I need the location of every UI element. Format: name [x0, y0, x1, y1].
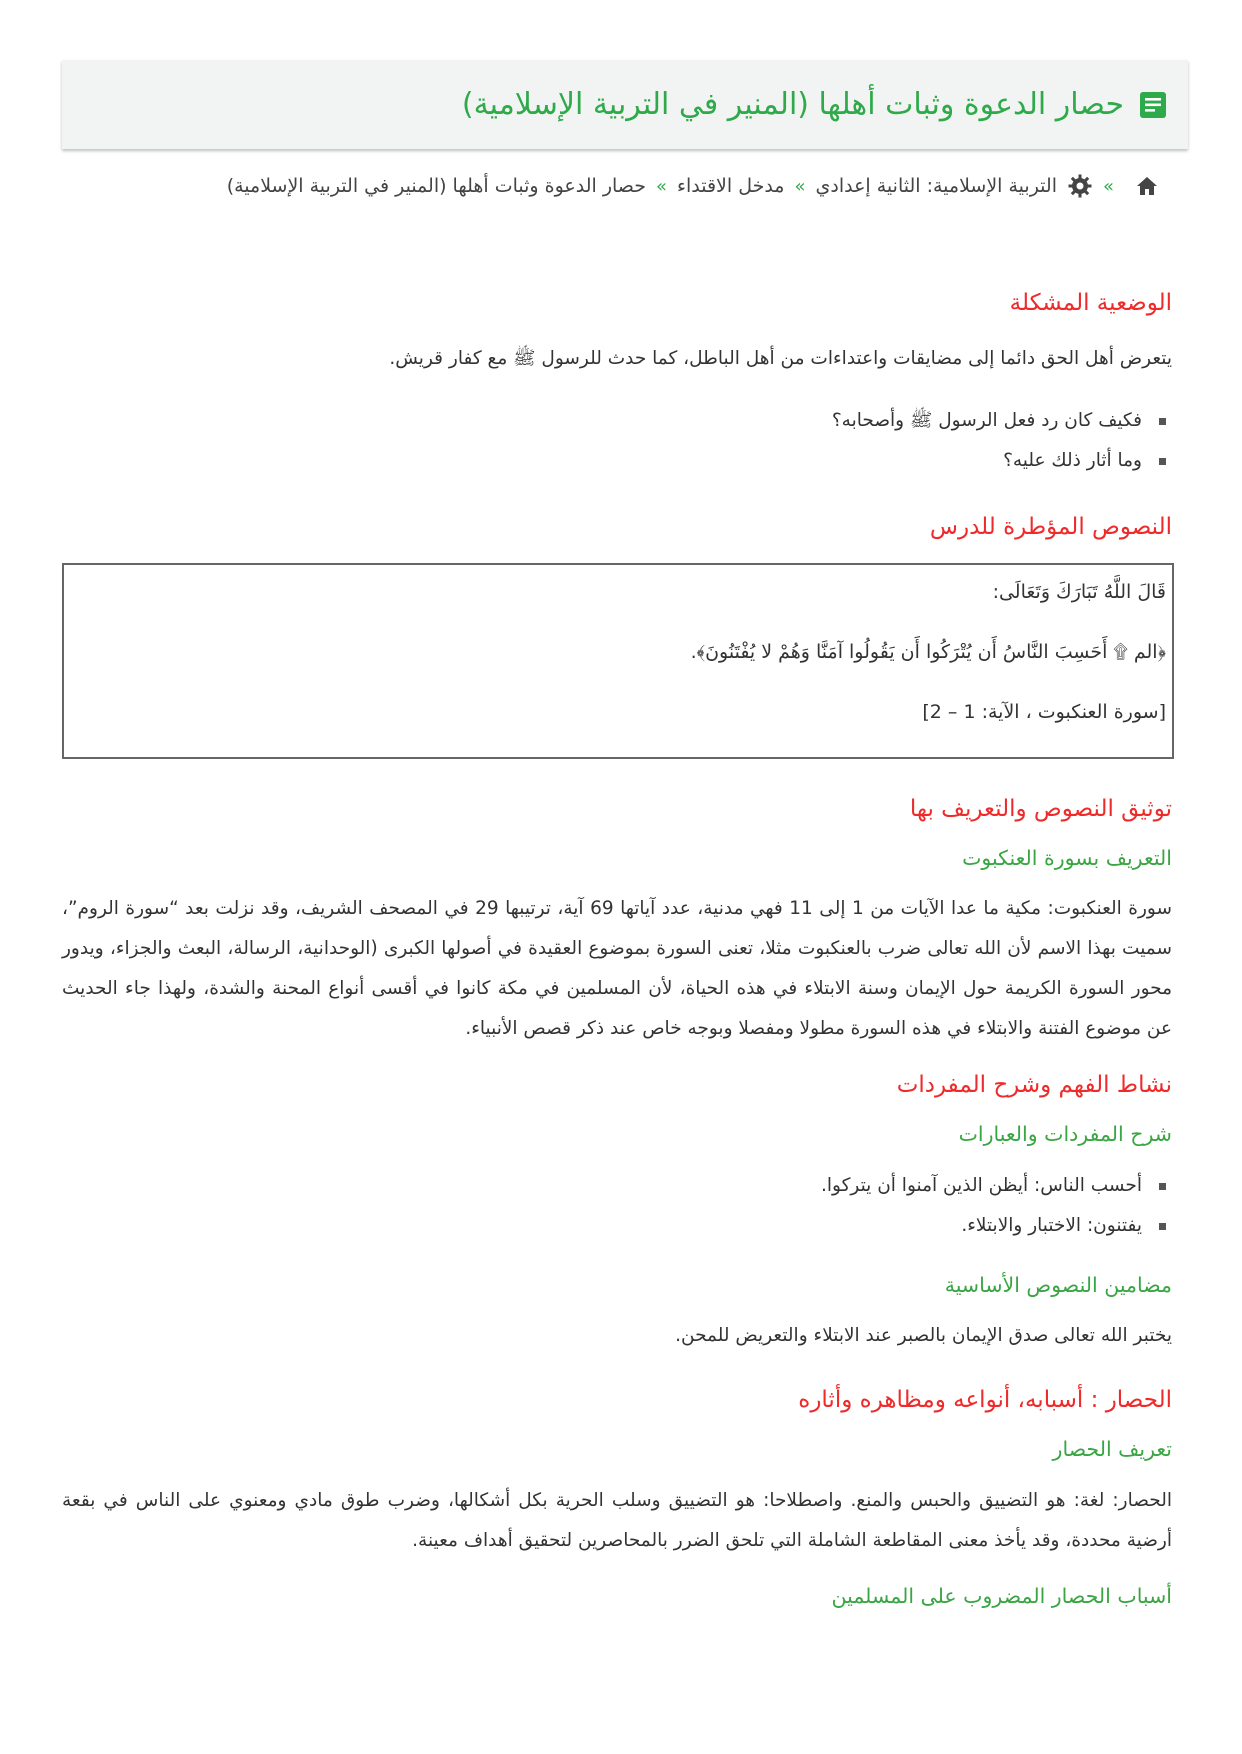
subheading-vocabulary: شرح المفردات والعبارات: [958, 1122, 1172, 1147]
contents-text: يختبر الله تعالى صدق الإيمان بالصبر عند الابتلاء والتعريض للمحن.: [675, 1325, 1172, 1347]
list-item: أحسب الناس: أيظن الذين آمنوا أن يتركوا.: [62, 1166, 1172, 1206]
quran-verse: ﴿الم ۩ أَحَسِبَ النَّاسُ أَن يُتْرَكُوا أَن يَقُولُوا آمَنَّا وَهُمْ لا يُفْتَنُونَ﴾.: [690, 640, 1166, 663]
breadcrumb-item-current: حصار الدعوة وثبات أهلها (المنير في التربية الإسلامية): [226, 175, 647, 197]
quran-intro: قَالَ اللَّهُ تَبَارَكَ وَتَعَالَى:: [992, 580, 1166, 603]
title-bar: [62, 60, 1188, 149]
section-heading-siege: الحصار : أسبابه، أنواعه ومظاهره وأثاره: [798, 1387, 1172, 1414]
siege-definition-text: الحصار: لغة: هو التضييق والحبس والمنع. واصطلاحا: هو التضييق وسلب الحرية بكل أشكالها، وضرب طوق مادي ومعنوي على الناس في بقعة أرضية محددة، وقد يأخذ معنى المقاطعة الشاملة التي تلحق الضرر بالمحاصرين لتحقيق أهداف معينة.: [62, 1490, 1172, 1552]
section-heading-documentation: توثيق النصوص والتعريف بها: [909, 795, 1172, 822]
problem-questions: [62, 401, 1172, 481]
breadcrumb-separator: »: [794, 175, 806, 197]
section-heading-texts: النصوص المؤطرة للدرس: [929, 513, 1172, 540]
quran-text-box: [62, 563, 1174, 759]
section-heading-comprehension: نشاط الفهم وشرح المفردات: [896, 1072, 1172, 1099]
quran-reference: [سورة العنكبوت ، الآية: 1 – 2]: [922, 700, 1166, 723]
vocabulary-list: [62, 1166, 1172, 1246]
page: [62, 60, 1188, 1628]
subheading-siege-causes: أسباب الحصار المضروب على المسلمين: [831, 1584, 1172, 1609]
gear-icon: [1067, 173, 1093, 199]
surah-description: سورة العنكبوت: مكية ما عدا الآيات من 1 إلى 11 فهي مدنية، عدد آياتها 69 آية، ترتيبها 29 في المصحف الشريف، وقد نزلت بعد “سورة الروم”، سميت بهذا الاسم لأن الله تعالى ضرب بالعنكبوت مثلا، تعنى السورة بموضوع العقيدة في أصولها الكبرى (الوحدانية، الرسالة، البعث والجزاء، ويدور محور السورة الكريمة حول الإيمان وسنة الابتلاء في هذه الحياة، لأن المسلمين في مكة كانوا في أقسى أنواع المحنة والشدة، ولهذا جاء الحديث عن موضوع الفتنة والابتلاء في هذه السورة مطولا ومفصلا وبوجه خاص عند ذكر قصص الأنبياء.: [62, 898, 1172, 1040]
problem-text: يتعرض أهل الحق دائما إلى مضايقات واعتداءات من أهل الباطل، كما حدث للرسول ﷺ مع كفار قريش.: [389, 347, 1172, 369]
breadcrumb-item-course[interactable]: التربية الإسلامية: الثانية إعدادي: [815, 175, 1057, 197]
section-heading-problem: الوضعية المشكلة: [1009, 290, 1172, 316]
document-icon: [1138, 90, 1168, 120]
page-title: حصار الدعوة وثبات أهلها (المنير في التربية الإسلامية): [461, 86, 1124, 122]
subheading-siege-definition: تعريف الحصار: [1052, 1437, 1172, 1462]
list-item: وما أثار ذلك عليه؟: [62, 441, 1172, 481]
subheading-contents: مضامين النصوص الأساسية: [944, 1272, 1172, 1297]
list-item: يفتنون: الاختبار والابتلاء.: [62, 1206, 1172, 1246]
breadcrumb: [62, 173, 1188, 199]
list-item: فكيف كان رد فعل الرسول ﷺ وأصحابه؟: [62, 401, 1172, 441]
lesson-content: [62, 289, 1188, 1610]
subheading-surah: التعريف بسورة العنكبوت: [962, 845, 1172, 870]
home-icon[interactable]: [1134, 173, 1160, 199]
breadcrumb-item-unit[interactable]: مدخل الاقتداء: [677, 175, 785, 197]
breadcrumb-separator: »: [656, 175, 668, 197]
breadcrumb-separator: »: [1102, 175, 1114, 197]
